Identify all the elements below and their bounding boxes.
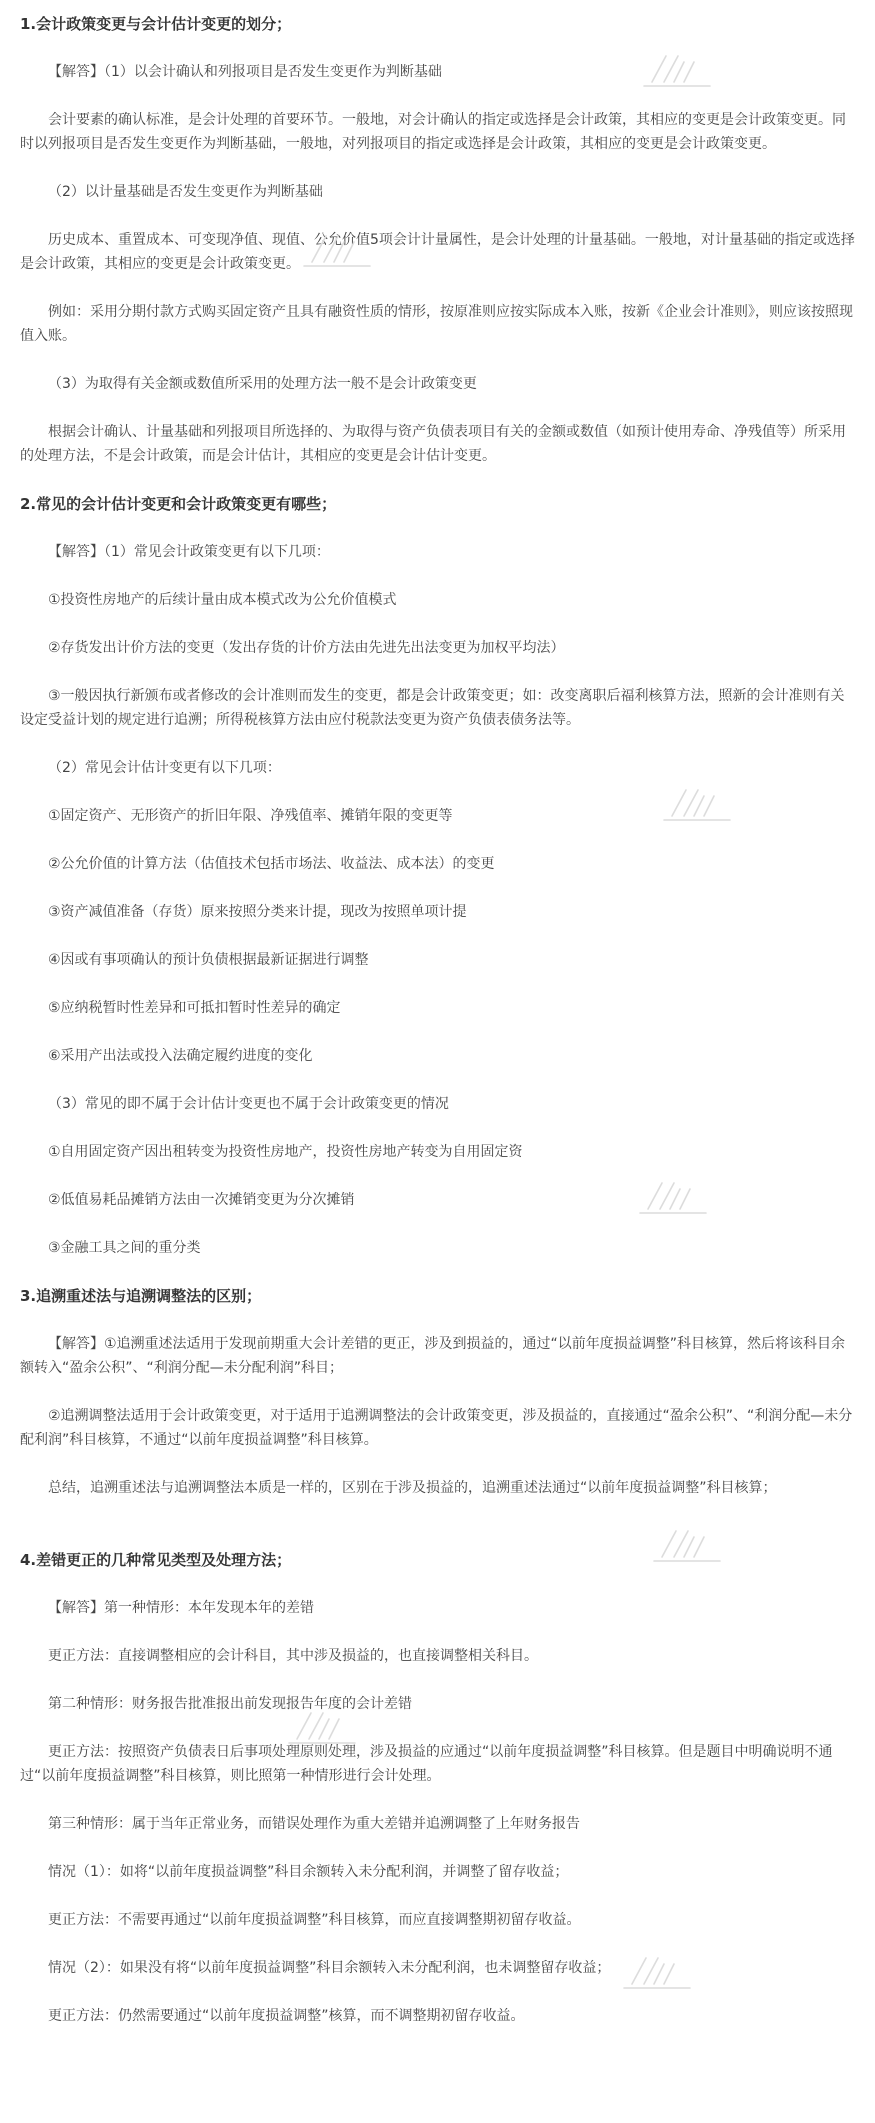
article-body <box>20 0 855 2040</box>
paragraph: 总结，追溯重述法与追溯调整法本质是一样的，区别在于涉及损益的，追溯重述法通过“以前年度损益调整”科目核算； <box>48 1480 777 1496</box>
section-heading: 2.常见的会计估计变更和会计政策变更有哪些； <box>20 495 337 513</box>
paragraph: ①投资性房地产的后续计量由成本模式改为公允价值模式 <box>48 592 397 608</box>
paragraph: 更正方法：仍然需要通过“以前年度损益调整”核算，而不调整期初留存收益。 <box>48 2008 525 2024</box>
paragraph: 第三种情形：属于当年正常业务，而错误处理作为重大差错并追溯调整了上年财务报告 <box>48 1816 580 1832</box>
paragraph: 第二种情形：财务报告批准报出前发现报告年度的会计差错 <box>48 1696 412 1712</box>
paragraph: 例如：采用分期付款方式购买固定资产且具有融资性质的情形，按原准则应按实际成本入账，按新《企业会计准则》，则应该按照现值入账。 <box>20 304 853 344</box>
paragraph: 【解答】（1）常见会计政策变更有以下几项： <box>48 544 330 560</box>
paragraph: （2）以计量基础是否发生变更作为判断基础 <box>48 184 323 200</box>
paragraph: 【解答】①追溯重述法适用于发现前期重大会计差错的更正，涉及到损益的，通过“以前年度损益调整”科目核算，然后将该科目余额转入“盈余公积”、“利润分配—未分配利润”科目； <box>20 1336 846 1376</box>
section-heading: 4.差错更正的几种常见类型及处理方法； <box>20 1551 292 1569</box>
paragraph: ③一般因执行新颁布或者修改的会计准则而发生的变更，都是会计政策变更；如：改变离职后福利核算方法，照新的会计准则有关设定受益计划的规定进行追溯；所得税核算方法由应付税款法变更为资产负债表债务法等。 <box>20 688 845 728</box>
section-heading: 3.追溯重述法与追溯调整法的区别； <box>20 1287 262 1305</box>
paragraph: ③金融工具之间的重分类 <box>48 1240 201 1256</box>
paragraph: ②存货发出计价方法的变更（发出存货的计价方法由先进先出法变更为加权平均法） <box>48 640 565 656</box>
paragraph: （3）常见的即不属于会计估计变更也不属于会计政策变更的情况 <box>48 1096 449 1112</box>
paragraph: ②低值易耗品摊销方法由一次摊销变更为分次摊销 <box>48 1192 355 1208</box>
paragraph: 会计要素的确认标准，是会计处理的首要环节。一般地，对会计确认的指定或选择是会计政策，其相应的变更是会计政策变更。同时以列报项目是否发生变更作为判断基础，一般地，对列报项目的指定或选择是会计政策，其相应的变更是会计政策变更。 <box>20 112 846 152</box>
paragraph: ②追溯调整法适用于会计政策变更，对于适用于追溯调整法的会计政策变更，涉及损益的，直接通过“盈余公积”、“利润分配—未分配利润”科目核算，不通过“以前年度损益调整”科目核算。 <box>20 1408 853 1448</box>
paragraph: 更正方法：不需要再通过“以前年度损益调整”科目核算，而应直接调整期初留存收益。 <box>48 1912 581 1928</box>
paragraph: ③资产减值准备（存货）原来按照分类来计提，现改为按照单项计提 <box>48 904 467 920</box>
paragraph: 情况（2）：如果没有将“以前年度损益调整”科目余额转入未分配利润，也未调整留存收益； <box>48 1960 611 1976</box>
paragraph: 根据会计确认、计量基础和列报项目所选择的、为取得与资产负债表项目有关的金额或数值（如预计使用寿命、净残值等）所采用的处理方法，不是会计政策，而是会计估计，其相应的变更是会计估计变更。 <box>20 424 846 464</box>
paragraph: ⑥采用产出法或投入法确定履约进度的变化 <box>48 1048 313 1064</box>
paragraph: （2）常见会计估计变更有以下几项： <box>48 760 281 776</box>
paragraph: 更正方法：按照资产负债表日后事项处理原则处理，涉及损益的应通过“以前年度损益调整”科目核算。但是题目中明确说明不通过“以前年度损益调整”科目核算，则比照第一种情形进行会计处理。 <box>20 1744 833 1784</box>
paragraph: 更正方法：直接调整相应的会计科目，其中涉及损益的，也直接调整相关科目。 <box>48 1648 538 1664</box>
paragraph: 【解答】第一种情形：本年发现本年的差错 <box>48 1600 314 1616</box>
paragraph: ④因或有事项确认的预计负债根据最新证据进行调整 <box>48 952 369 968</box>
paragraph: ②公允价值的计算方法（估值技术包括市场法、收益法、成本法）的变更 <box>48 856 495 872</box>
paragraph: 情况（1）：如将“以前年度损益调整”科目余额转入未分配利润，并调整了留存收益； <box>48 1864 569 1880</box>
section-heading: 1.会计政策变更与会计估计变更的划分； <box>20 15 292 33</box>
paragraph: 【解答】（1）以会计确认和列报项目是否发生变更作为判断基础 <box>48 64 442 80</box>
paragraph: （3）为取得有关金额或数值所采用的处理方法一般不是会计政策变更 <box>48 376 477 392</box>
paragraph: ⑤应纳税暂时性差异和可抵扣暂时性差异的确定 <box>48 1000 341 1016</box>
paragraph: ①固定资产、无形资产的折旧年限、净残值率、摊销年限的变更等 <box>48 808 453 824</box>
paragraph: ①自用固定资产因出租转变为投资性房地产，投资性房地产转变为自用固定资 <box>48 1144 523 1160</box>
paragraph: 历史成本、重置成本、可变现净值、现值、公允价值5项会计计量属性，是会计处理的计量基础。一般地，对计量基础的指定或选择是会计政策，其相应的变更是会计政策变更。 <box>20 232 855 272</box>
